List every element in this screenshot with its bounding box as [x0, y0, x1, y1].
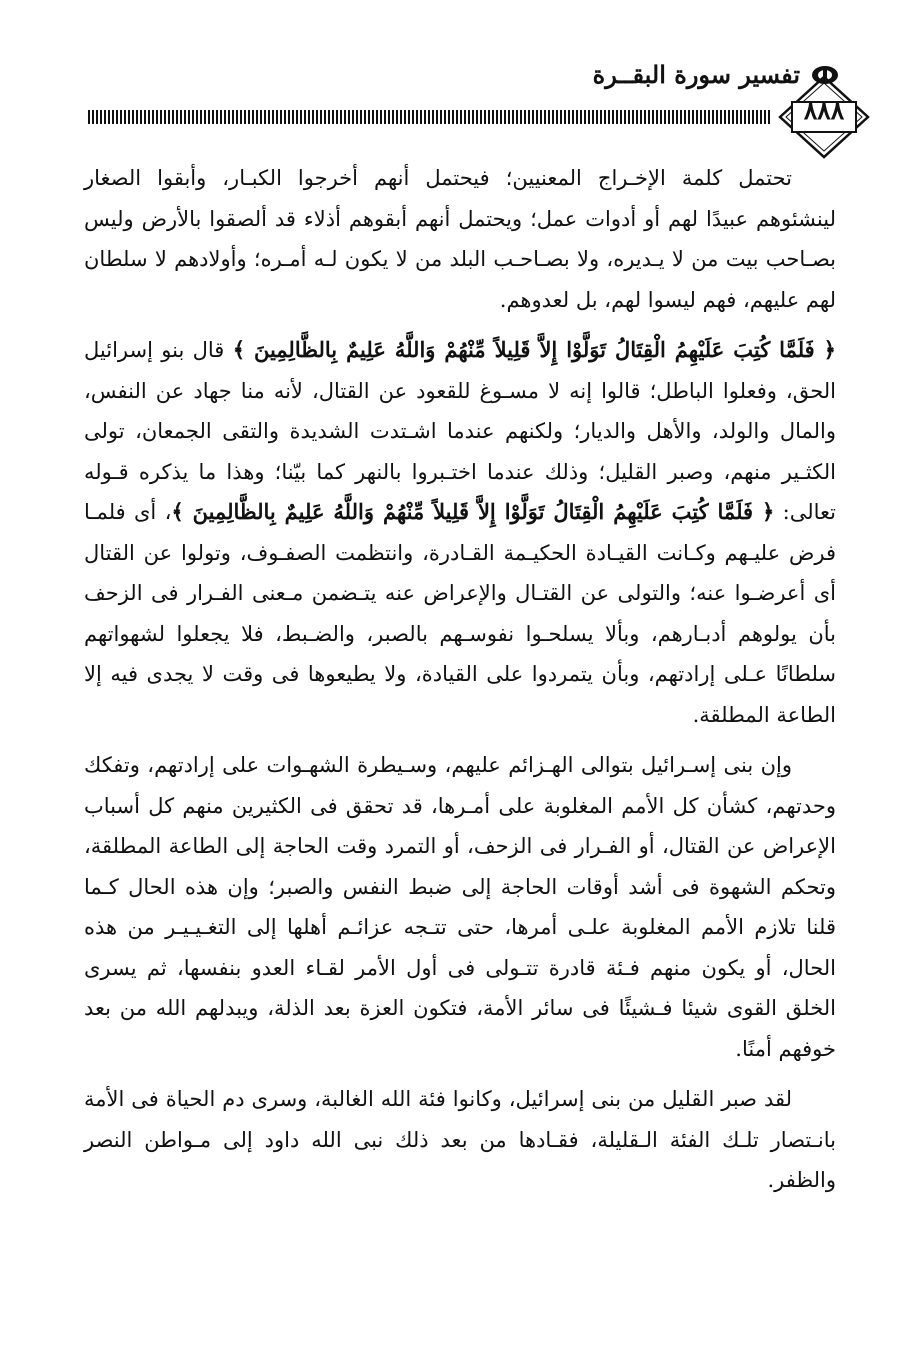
page-body — [84, 158, 836, 1211]
paragraph-text: لقد صبر القليل من بنى إسرائيل، وكانوا فئة الله الغالبة، وسرى دم الحياة فى الأمة بانـتصار تلـك الفئة الـقليلة، فقـادها من بعد ذلك نبى الله داود إلى مـواطن النصر والظفر. — [84, 1087, 836, 1192]
paragraph — [84, 330, 836, 735]
running-title: تفسير سورة البقــرة — [592, 60, 800, 89]
paragraph-text: ، أى فلمـا فرض عليـهم وكـانت القيـادة الحكيـمة القـادرة، وانتظمت الصفـوف، وتولوا عن القتال أى أعرضـوا عنه؛ والتولى عن القتـال والإعراض عنه يتـضمن مـعنى الفـرار فى الزحف بأن يولوهم أدبـارهم، وبألا يسلحـوا نفوسـهم بالصبر، والضـبط، فلا يجعلوا لشهواتهم سلطانًا عـلى إرادتهم، وبأن يتمردوا على القيادة، ولا يطيعوها فى وقت لا يجدى فيه إلا الطاعة المطلقة. — [84, 500, 836, 727]
paragraph-text: وإن بنى إسـرائيل بتوالى الهـزائم عليهم، وسـيطرة الشهـوات على إرادتهم، وتفكك وحدتهم، كشأن كل الأمم المغلوبة على أمـرها، قد تحقق فى الكثيرين منهم كل أسباب الإعراض عن القتال، أو الفـرار فى الزحف، أو التمرد وقت الحاجة إلى الطاعة المطلقة، وتحكم الشهوة فى أشد أوقات الحاجة إلى ضبط النفس والصبر؛ وإن هذه الحال كـما قلنا تلازم الأمم المغلوبة علـى أمرها، حتى تتـجه عزائـم أهلها إلى التغـيـيـر من هذه الحال، أو يكون منهم فـئة قادرة تتـولى فى أول الأمر لقـاء العدو بنفسها، ثم يسرى الخلق القوى شيئا فـشيئًا فى سائر الأمة، فتكون العزة بعد الذلة، ويبدلهم الله من بعد خوفهم أمنًا. — [84, 753, 836, 1061]
paragraph — [84, 158, 836, 320]
paragraph — [84, 1079, 836, 1201]
page-header — [0, 0, 920, 170]
quran-verse: ﴿ فَلَمَّا كُتِبَ عَلَيْهِمُ الْقِتَالُ تَوَلَّوْا إِلاَّ قَلِيلاً مِّنْهُمْ وَاللَّهُ عَلِيمٌ بِالظَّالِمِينَ ﴾ — [171, 499, 775, 524]
header-rule — [88, 110, 771, 124]
paragraph-text: تحتمل كلمة الإخـراج المعنيين؛ فيحتمل أنهم أخرجوا الكبـار، وأبقوا الصغار لينشئوهم عبيدًا لهم أو أدوات عمل؛ ويحتمل أنهم أبقوهم أذلاء قد ألصقوا بالأرض وليس بصـاحب بيت من لا يـديره، ولا بصـاحـب البلد من لا يكون لـه أمـره؛ وأولادهم لا سلطان لهم عليهم، فهم ليسوا لهم، بل لعدوهم. — [84, 166, 836, 312]
page-number: ٨٨٨ — [803, 96, 845, 125]
paragraph-text: قال بنو إسرائيل الحق، وفعلوا الباطل؛ قالوا إنه لا مسـوغ للقعود عن القتال، لأنه منا جهاد عن النفس، والمال والولد، والأهل والديار؛ ولكنهم عندما اشـتدت الشديدة والتقى الجمعان، تولى الكثـير منهم، وصبر القليل؛ وذلك عندما اختـبروا بالنهر كما بيّنا؛ وهذا ما يذكره قـوله تعالى: — [84, 338, 836, 524]
quran-verse: ﴿ فَلَمَّا كُتِبَ عَلَيْهِمُ الْقِتَالُ تَوَلَّوْا إِلاَّ قَلِيلاً مِّنْهُمْ وَاللَّهُ عَلِيمٌ بِالظَّالِمِينَ ﴾ — [232, 337, 836, 362]
paragraph — [84, 745, 836, 1069]
